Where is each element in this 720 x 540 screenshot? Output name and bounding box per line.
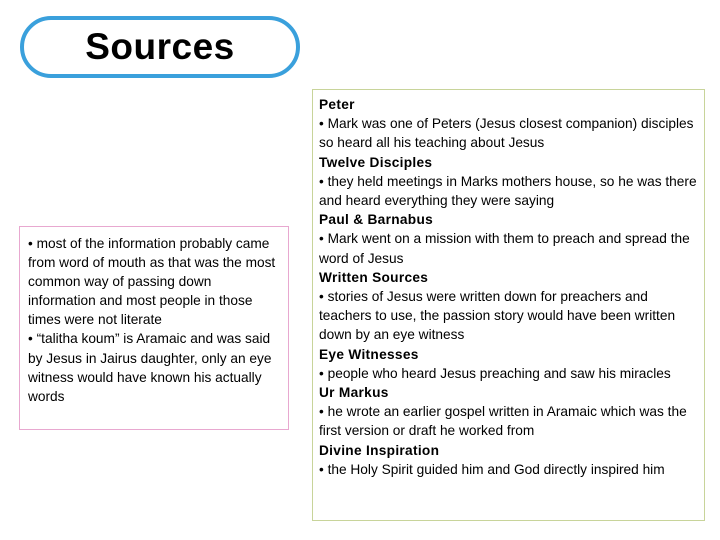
section-text-paul-barnabus: • Mark went on a mission with them to preach and spread the word of Jesus <box>319 231 690 266</box>
page-title: Sources <box>85 26 235 67</box>
section-text-twelve-disciples: • they held meetings in Marks mothers house, so he was there and heard everything they were saying <box>319 173 697 209</box>
section-text-ur-markus: • he wrote an earlier gospel written in Aramaic which was the first version or draft he worked from <box>319 404 687 439</box>
section-heading-peter: Peter <box>319 97 355 112</box>
section-heading-twelve-disciples: Twelve Disciples <box>319 154 433 170</box>
section-text-written-sources: • stories of Jesus were written down for preachers and teachers to use, the passion story would have been written down by an eye witness <box>319 289 676 343</box>
right-text-box <box>312 89 705 521</box>
left-bullet-1: • most of the information probably came from word of mouth as that was the most common way of passing down information and most people in those times were not literate <box>28 236 276 328</box>
section-text-divine-inspiration: • the Holy Spirit guided him and God directly inspired him <box>319 461 665 477</box>
section-heading-paul-barnabus: Paul & Barnabus <box>319 212 434 228</box>
left-bullet-2: • “talitha koum” is Aramaic and was said by Jesus in Jairus daughter, only an eye witness would have known his actually words <box>28 331 272 404</box>
section-heading-ur-markus: Ur Markus <box>319 385 389 401</box>
section-heading-divine-inspiration: Divine Inspiration <box>319 442 440 458</box>
section-text-peter: • Mark was one of Peters (Jesus closest companion) disciples so heard all his teaching about Jesus <box>319 116 694 151</box>
left-text-box <box>19 226 289 430</box>
section-heading-written-sources: Written Sources <box>319 269 429 285</box>
title-banner <box>20 16 300 78</box>
section-heading-eye-witnesses: Eye Witnesses <box>319 346 419 362</box>
section-text-eye-witnesses: • people who heard Jesus preaching and saw his miracles <box>319 365 671 381</box>
